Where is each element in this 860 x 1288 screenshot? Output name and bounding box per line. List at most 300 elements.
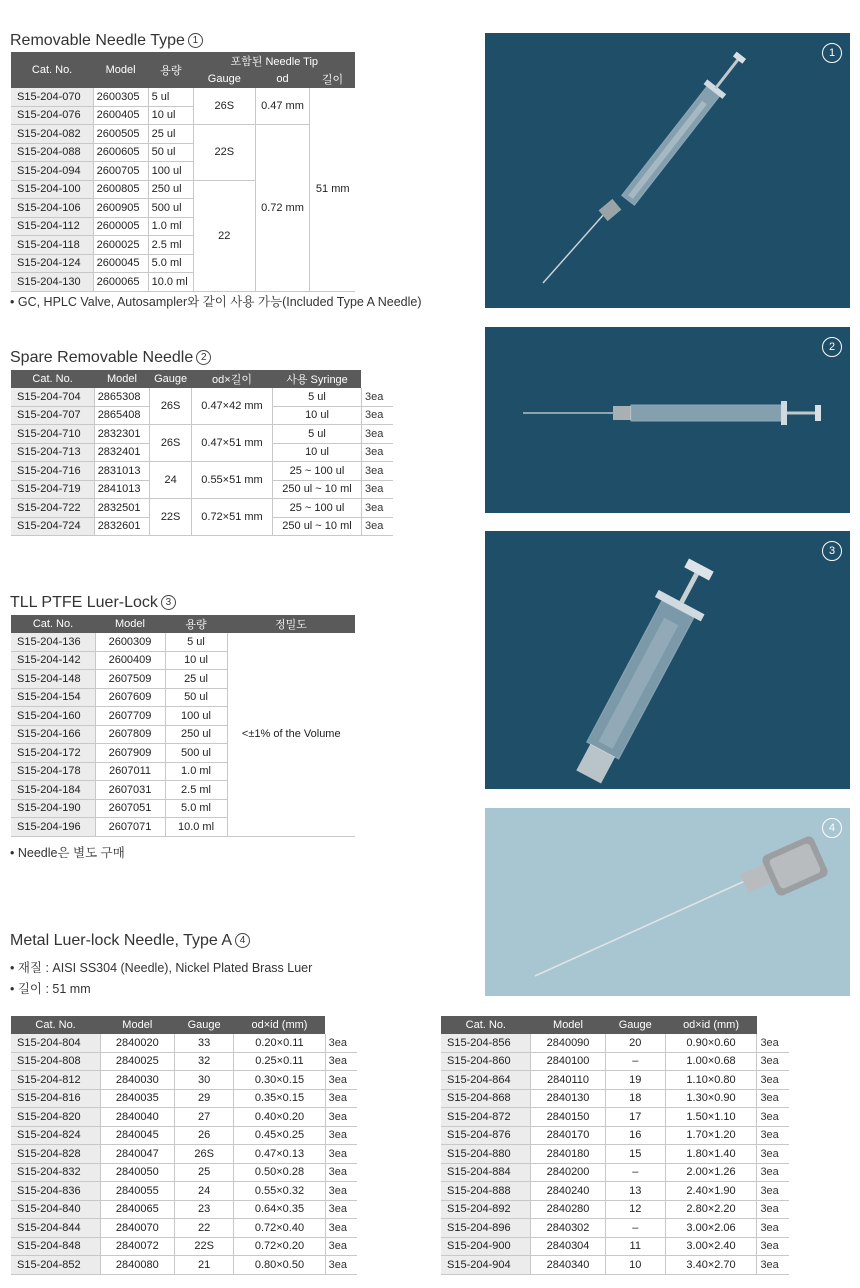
cat-no: S15-204-704 [11,388,94,406]
gauge: 22S [194,125,255,181]
model: 2840045 [100,1126,174,1145]
gauge: 26S [174,1145,233,1164]
od-id: 0.90×0.60 [665,1034,757,1052]
pack-qty: 3ea [757,1163,789,1182]
model: 2600805 [93,180,148,199]
cat-no: S15-204-844 [11,1219,100,1238]
photo4-badge: 4 [822,818,842,838]
model: 2840020 [100,1034,174,1052]
cat-no: S15-204-824 [11,1126,100,1145]
volume: 500 ul [148,199,194,218]
od-id: 0.72×0.20 [234,1237,325,1256]
table-row [11,499,393,518]
model: 2840180 [531,1145,606,1164]
pack-qty: 3ea [325,1126,357,1145]
model: 2840072 [100,1237,174,1256]
gauge: 29 [174,1089,233,1108]
volume: 2.5 ml [165,781,227,800]
col-cat: Cat. No. [11,52,93,88]
table-row [11,425,393,444]
model: 2840110 [531,1071,606,1090]
pack-qty: 3ea [325,1052,357,1071]
od-id: 0.72×0.40 [234,1219,325,1238]
volume: 10.0 ml [148,273,194,292]
model: 2831013 [94,462,150,481]
syringe: 25 ~ 100 ul [273,462,362,481]
pack-qty: 3ea [361,425,393,444]
cat-no: S15-204-719 [11,480,94,499]
gauge: 26S [150,425,192,462]
model: 2600905 [93,199,148,218]
col-gauge: Gauge [174,1016,233,1034]
cat-no: S15-204-172 [11,744,95,763]
model: 2600309 [95,633,165,651]
model: 2600065 [93,273,148,292]
section1-note: • GC, HPLC Valve, Autosampler와 같이 사용 가능(Included Type A Needle) [10,295,422,309]
pack-qty: 3ea [325,1145,357,1164]
gauge: 26 [174,1126,233,1145]
model: 2840302 [531,1219,606,1238]
model: 2607609 [95,688,165,707]
od-id: 0.64×0.35 [234,1200,325,1219]
pack-qty: 3ea [325,1237,357,1256]
pack-qty: 3ea [757,1145,789,1164]
cat-no: S15-204-892 [441,1200,531,1219]
od-id: 3.00×2.06 [665,1219,757,1238]
pack-qty: 3ea [757,1052,789,1071]
cat-no: S15-204-812 [11,1071,100,1090]
model: 2832601 [94,517,150,536]
syringe: 10 ul [273,443,362,462]
table-row [11,1089,357,1108]
gauge: 13 [605,1182,665,1201]
spare-needle-table [11,370,393,536]
gauge: 33 [174,1034,233,1052]
gauge: 24 [150,462,192,499]
table-row [11,1108,357,1127]
od-id: 2.80×2.20 [665,1200,757,1219]
od-id: 1.00×0.68 [665,1052,757,1071]
pack-qty: 3ea [325,1089,357,1108]
pack-qty: 3ea [361,388,393,406]
col-model: Model [94,370,150,388]
gauge: 32 [174,1052,233,1071]
model: 2840047 [100,1145,174,1164]
od: 0.47 mm [255,88,310,125]
pack-qty: 3ea [757,1182,789,1201]
pack-qty: 3ea [361,406,393,425]
table-row [441,1200,789,1219]
section2-title: Spare Removable Needle 2 [10,349,211,367]
cat-no: S15-204-888 [441,1182,531,1201]
ptfe-luerlock-table [11,615,355,837]
volume: 50 ul [165,688,227,707]
od-id: 1.50×1.10 [665,1108,757,1127]
metal-needle-table-right [441,1016,789,1275]
cat-no: S15-204-148 [11,670,95,689]
pack-qty: 3ea [757,1126,789,1145]
cat-no: S15-204-716 [11,462,94,481]
model: 2840090 [531,1034,606,1052]
cat-no: S15-204-707 [11,406,94,425]
volume: 100 ul [165,707,227,726]
section3-title: TLL PTFE Luer-Lock 3 [10,594,176,612]
col-acc: 정밀도 [227,615,355,633]
gauge: – [605,1219,665,1238]
length-note: • 길이 : 51 mm [10,982,91,996]
gauge: 16 [605,1126,665,1145]
model: 2607071 [95,818,165,837]
photo2-badge: 2 [822,337,842,357]
model: 2840080 [100,1256,174,1275]
col-od: od [255,70,310,88]
col-odl: od×길이 [192,370,273,388]
table-row [11,125,355,144]
gauge: 22 [194,180,255,291]
col-model: Model [95,615,165,633]
model: 2600409 [95,651,165,670]
volume: 100 ul [148,162,194,181]
cat-no: S15-204-184 [11,781,95,800]
pack-qty: 3ea [325,1108,357,1127]
table-row [441,1034,789,1052]
cat-no: S15-204-070 [11,88,93,106]
table-row [441,1182,789,1201]
cat-no: S15-204-840 [11,1200,100,1219]
metal-needle-table-left [11,1016,357,1275]
cat-no: S15-204-880 [441,1145,531,1164]
cat-no: S15-204-124 [11,254,93,273]
gauge: 27 [174,1108,233,1127]
cat-no: S15-204-804 [11,1034,100,1052]
needle-4-illustration [485,808,850,996]
section4-badge: 4 [235,933,250,948]
volume: 10.0 ml [165,818,227,837]
cat-no: S15-204-094 [11,162,93,181]
table-row [11,1256,357,1275]
syringe: 250 ul ~ 10 ml [273,517,362,536]
model: 2600705 [93,162,148,181]
gauge: 12 [605,1200,665,1219]
gauge: 21 [174,1256,233,1275]
cat-no: S15-204-190 [11,799,95,818]
model: 2607809 [95,725,165,744]
volume: 5 ul [148,88,194,106]
table-row [441,1219,789,1238]
cat-no: S15-204-724 [11,517,94,536]
cat-no: S15-204-722 [11,499,94,518]
section3-note: • Needle은 별도 구매 [10,846,125,860]
pack-qty: 3ea [757,1200,789,1219]
cat-no: S15-204-118 [11,236,93,255]
model: 2607051 [95,799,165,818]
gauge: 22S [174,1237,233,1256]
od-length: 0.47×42 mm [192,388,273,425]
model: 2607031 [95,781,165,800]
section3-badge: 3 [161,595,176,610]
gauge: 24 [174,1182,233,1201]
od-id: 0.30×0.15 [234,1071,325,1090]
od-id: 1.30×0.90 [665,1089,757,1108]
table-row [11,1052,357,1071]
model: 2840340 [531,1256,606,1275]
cat-no: S15-204-864 [441,1071,531,1090]
od-id: 0.47×0.13 [234,1145,325,1164]
col-len: 길이 [310,70,355,88]
col-gauge: Gauge [150,370,192,388]
model: 2840070 [100,1219,174,1238]
table-row [11,462,393,481]
cat-no: S15-204-196 [11,818,95,837]
accuracy: <±1% of the Volume [227,633,355,836]
model: 2607509 [95,670,165,689]
gauge: 26S [194,88,255,125]
section2-badge: 2 [196,350,211,365]
cat-no: S15-204-713 [11,443,94,462]
volume: 250 ul [165,725,227,744]
col-cat: Cat. No. [11,370,94,388]
pack-qty: 3ea [361,443,393,462]
table-row [441,1145,789,1164]
volume: 5.0 ml [148,254,194,273]
table-row [441,1108,789,1127]
od-id: 0.25×0.11 [234,1052,325,1071]
model: 2600005 [93,217,148,236]
col-vol: 용량 [165,615,227,633]
model: 2865408 [94,406,150,425]
col-model: Model [93,52,148,88]
cat-no: S15-204-136 [11,633,95,651]
pack-qty: 3ea [757,1237,789,1256]
cat-no: S15-204-076 [11,106,93,125]
photo1-badge: 1 [822,43,842,63]
cat-no: S15-204-836 [11,1182,100,1201]
model: 2840280 [531,1200,606,1219]
gauge: – [605,1163,665,1182]
model: 2840240 [531,1182,606,1201]
table-row [441,1071,789,1090]
col-tip: 포함된 Needle Tip [194,52,355,70]
od-length: 0.72×51 mm [192,499,273,536]
table-row [11,1182,357,1201]
volume: 1.0 ml [148,217,194,236]
volume: 50 ul [148,143,194,162]
syringe-3-illustration [485,531,850,789]
volume: 2.5 ml [148,236,194,255]
model: 2840065 [100,1200,174,1219]
col-vol: 용량 [148,52,194,88]
pack-qty: 3ea [325,1256,357,1275]
section4-title: Metal Luer-lock Needle, Type A 4 [10,932,250,950]
col-model: Model [531,1016,606,1034]
cat-no: S15-204-178 [11,762,95,781]
cat-no: S15-204-112 [11,217,93,236]
gauge: 23 [174,1200,233,1219]
od-id: 0.45×0.25 [234,1126,325,1145]
table-row [11,1163,357,1182]
model: 2840100 [531,1052,606,1071]
od-id: 1.70×1.20 [665,1126,757,1145]
table-row [441,1089,789,1108]
pack-qty: 3ea [325,1071,357,1090]
cat-no: S15-204-828 [11,1145,100,1164]
section1-badge: 1 [188,33,203,48]
cat-no: S15-204-710 [11,425,94,444]
syringe-1-illustration [485,33,850,308]
table-row [441,1126,789,1145]
model: 2865308 [94,388,150,406]
model: 2600405 [93,106,148,125]
photo-spare-needle [485,327,850,513]
pack-qty: 3ea [757,1219,789,1238]
cat-no: S15-204-876 [441,1126,531,1145]
pack-qty: 3ea [361,517,393,536]
model: 2832501 [94,499,150,518]
cat-no: S15-204-130 [11,273,93,292]
volume: 250 ul [148,180,194,199]
od-id: 0.20×0.11 [234,1034,325,1052]
col-cat: Cat. No. [441,1016,531,1034]
photo-removable-syringe [485,33,850,308]
col-gauge: Gauge [605,1016,665,1034]
cat-no: S15-204-884 [441,1163,531,1182]
col-cat: Cat. No. [11,1016,100,1034]
model: 2607709 [95,707,165,726]
od: 0.72 mm [255,125,310,292]
volume: 500 ul [165,744,227,763]
od-id: 0.50×0.28 [234,1163,325,1182]
table-row [11,1126,357,1145]
gauge: 22S [150,499,192,536]
pack-qty: 3ea [757,1108,789,1127]
model: 2840035 [100,1089,174,1108]
length: 51 mm [310,88,355,291]
model: 2840030 [100,1071,174,1090]
od-id: 2.00×1.26 [665,1163,757,1182]
col-cat: Cat. No. [11,615,95,633]
table-row [441,1256,789,1275]
volume: 25 ul [148,125,194,144]
od-length: 0.47×51 mm [192,425,273,462]
model: 2600025 [93,236,148,255]
photo-ptfe-luerlock [485,531,850,789]
gauge: 18 [605,1089,665,1108]
pack-qty: 3ea [325,1182,357,1201]
syringe: 5 ul [273,425,362,444]
removable-needle-table [11,52,355,292]
gauge: 25 [174,1163,233,1182]
col-syr: 사용 Syringe [273,370,362,388]
table-row [11,1219,357,1238]
gauge: 11 [605,1237,665,1256]
gauge: – [605,1052,665,1071]
col-model: Model [100,1016,174,1034]
table-row [441,1237,789,1256]
cat-no: S15-204-856 [441,1034,531,1052]
table-row [11,1034,357,1052]
pack-qty: 3ea [325,1163,357,1182]
pack-qty: 3ea [361,462,393,481]
od-id: 0.35×0.15 [234,1089,325,1108]
pack-qty: 3ea [325,1200,357,1219]
col-gauge: Gauge [194,70,255,88]
model: 2840025 [100,1052,174,1071]
table-row [11,1200,357,1219]
cat-no: S15-204-852 [11,1256,100,1275]
syringe-2-illustration [485,327,850,513]
cat-no: S15-204-160 [11,707,95,726]
photo-metal-needle [485,808,850,996]
cat-no: S15-204-808 [11,1052,100,1071]
cat-no: S15-204-100 [11,180,93,199]
model: 2832301 [94,425,150,444]
model: 2840055 [100,1182,174,1201]
pack-qty: 3ea [757,1089,789,1108]
cat-no: S15-204-820 [11,1108,100,1127]
syringe: 5 ul [273,388,362,406]
gauge: 10 [605,1256,665,1275]
pack-qty: 3ea [757,1256,789,1275]
table-row [441,1163,789,1182]
model: 2840130 [531,1089,606,1108]
model: 2841013 [94,480,150,499]
cat-no: S15-204-872 [441,1108,531,1127]
model: 2840050 [100,1163,174,1182]
pack-qty: 3ea [757,1034,789,1052]
model: 2600305 [93,88,148,106]
cat-no: S15-204-154 [11,688,95,707]
syringe: 25 ~ 100 ul [273,499,362,518]
od-id: 3.40×2.70 [665,1256,757,1275]
gauge: 15 [605,1145,665,1164]
model: 2840200 [531,1163,606,1182]
cat-no: S15-204-832 [11,1163,100,1182]
gauge: 20 [605,1034,665,1052]
volume: 25 ul [165,670,227,689]
od-id: 1.10×0.80 [665,1071,757,1090]
od-id: 0.40×0.20 [234,1108,325,1127]
table-row [441,1052,789,1071]
od-id: 2.40×1.90 [665,1182,757,1201]
pack-qty: 3ea [361,480,393,499]
gauge: 26S [150,388,192,425]
material-note: • 재질 : AISI SS304 (Needle), Nickel Plated Brass Luer [10,961,313,975]
cat-no: S15-204-860 [441,1052,531,1071]
model: 2840040 [100,1108,174,1127]
pack-qty: 3ea [325,1034,357,1052]
volume: 10 ul [165,651,227,670]
model: 2840304 [531,1237,606,1256]
model: 2840170 [531,1126,606,1145]
cat-no: S15-204-816 [11,1089,100,1108]
col-odid: od×id (mm) [665,1016,757,1034]
col-odid: od×id (mm) [234,1016,325,1034]
volume: 5.0 ml [165,799,227,818]
table-row [11,633,355,651]
model: 2600505 [93,125,148,144]
model: 2600045 [93,254,148,273]
cat-no: S15-204-082 [11,125,93,144]
gauge: 30 [174,1071,233,1090]
cat-no: S15-204-896 [441,1219,531,1238]
table-row [11,1071,357,1090]
model: 2607011 [95,762,165,781]
pack-qty: 3ea [325,1219,357,1238]
cat-no: S15-204-848 [11,1237,100,1256]
od-id: 0.55×0.32 [234,1182,325,1201]
cat-no: S15-204-088 [11,143,93,162]
section1-title: Removable Needle Type 1 [10,32,203,50]
